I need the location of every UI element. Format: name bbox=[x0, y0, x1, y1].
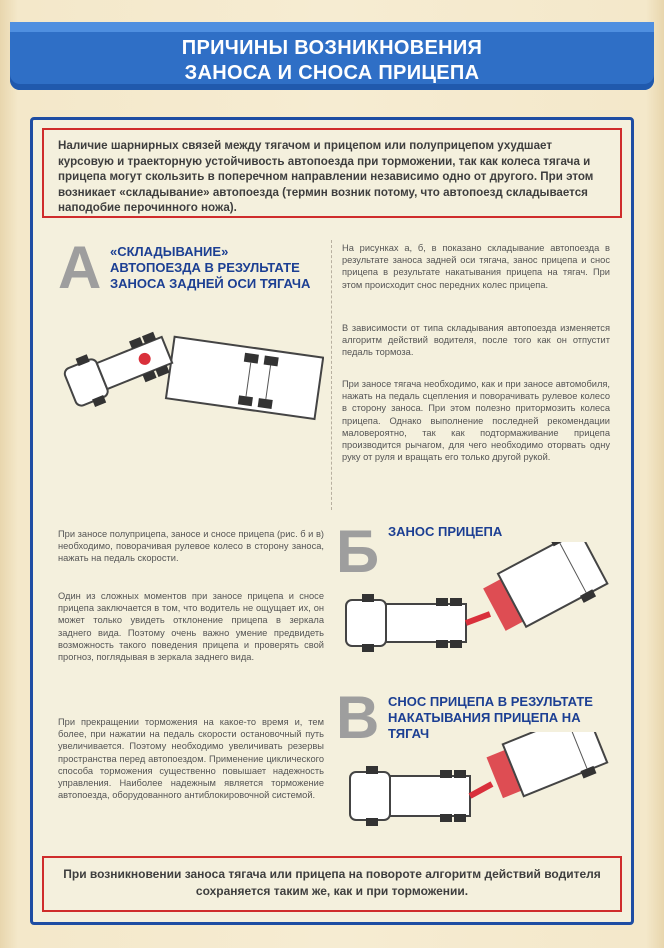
left-paragraph-1: При заносе полуприцепа, заносе и сносе прицепа (рис. б и в) необходимо, поворачивая рулевое колесо в сторону заноса, нажать на педаль скорости. bbox=[58, 529, 324, 564]
diagram-v-trailer-drift bbox=[344, 732, 610, 840]
left-paragraph-2: Один из сложных моментов при заносе прицепа и сносе прицепа заключается в том, что водитель не ощущает их, он может только увидеть отклонение прицепа в зеркала заднего вида. Поэтому очень важно умение предвидеть возможность такого поведения прицепа и проверять свой прогноз, поглядывая в зеркала заднего вида. bbox=[58, 591, 324, 663]
bottom-note-box: При возникновении заноса тягача или прицепа на повороте алгоритм действий водителя сохраняется таким же, как и при торможении. bbox=[42, 856, 622, 912]
section-v-letter: В bbox=[336, 684, 380, 751]
section-b-heading: ЗАНОС ПРИЦЕПА bbox=[388, 524, 503, 539]
title-line-2: ЗАНОСА И СНОСА ПРИЦЕПА bbox=[184, 62, 480, 84]
right-paragraph-2: В зависимости от типа складывания автопоезда изменяется алгоритм действий водителя, после того как он отпустит педаль тормоза. bbox=[342, 323, 610, 358]
section-b-letter: Б bbox=[336, 518, 380, 585]
title-line-1: ПРИЧИНЫ ВОЗНИКНОВЕНИЯ bbox=[181, 37, 483, 59]
right-paragraph-3: При заносе тягача необходимо, как и при заносе автомобиля, нажать на педаль сцепления и поворачивать рулевое колесо в сторону заноса. При этом полезно притормозить колеса прицепа. Однако выполнение последней рекомендации маловероятно, так как подтормаживание прицепа производится рычагом, для чего необходимо оторвать одну руку от руля и вращать его только другой рукой. bbox=[342, 379, 610, 463]
diagram-b-trailer-skid bbox=[340, 542, 610, 666]
section-a-heading: «СКЛАДЫВАНИЕ» АВТОПОЕЗДА В РЕЗУЛЬТАТЕ ЗАНОСА ЗАДНЕЙ ОСИ ТЯГАЧА bbox=[110, 244, 311, 291]
column-divider bbox=[331, 240, 333, 510]
left-paragraph-3: При прекращении торможения на какое-то время и, тем более, при нажатии на педаль скорости остановочный путь увеличивается. Поэтому необходимо увеличивать резервы пространства перед автопоездом. Применение циклического способа торможения существенно повышает надежность управления. Наиболее надежным является торможение автопоезда, оборудованного антиблокировочной системой. bbox=[58, 717, 324, 801]
right-paragraph-1: На рисунках а, б, в показано складывание автопоезда в результате заноса задней оси тягача, занос прицепа и снос прицепа в результате накатывания прицепа на тягач. При этом происходит снос передних колес прицепа. bbox=[342, 243, 610, 290]
intro-box: Наличие шарнирных связей между тягачом и прицепом или полуприцепом ухудшает курсовую и траекторную устойчивость автопоезда при торможении, так как колеса тягача и прицепа могут скользить в поперечном направлении независимо одно от другого. При этом возникает «складывание» автопоезда (термин возник потому, что автопоезд складывается наподобие перочинного ножа). bbox=[42, 128, 622, 218]
page-title bbox=[10, 36, 654, 86]
diagram-a-jackknife-tractor-skid bbox=[62, 308, 324, 436]
title-banner-highlight bbox=[10, 22, 654, 32]
section-v-heading: СНОС ПРИЦЕПА В РЕЗУЛЬТАТЕ НАКАТЫВАНИЯ ПРИЦЕПА НА ТЯГАЧ bbox=[388, 694, 593, 741]
section-a-letter: А bbox=[58, 234, 102, 301]
title-banner bbox=[10, 22, 654, 90]
